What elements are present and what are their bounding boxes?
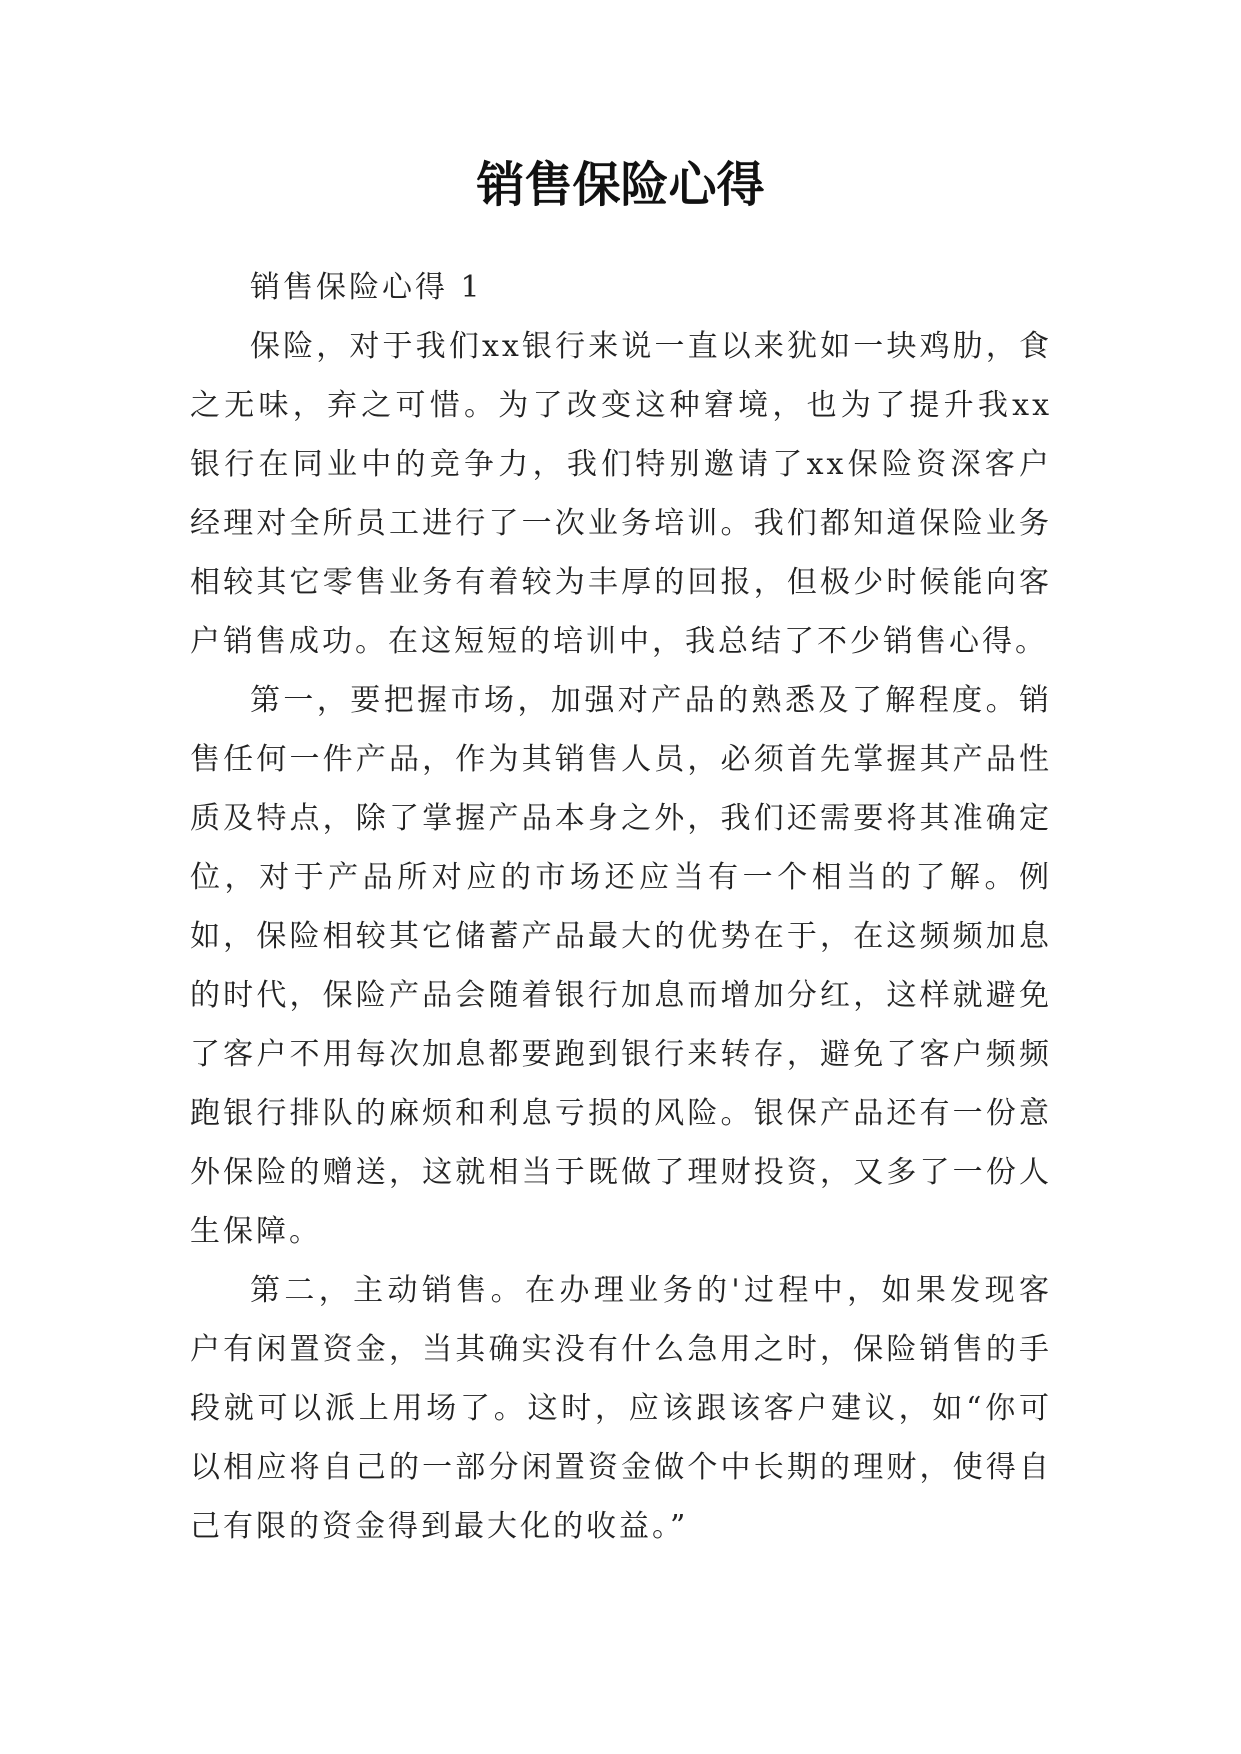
paragraph-point-one: 第一，要把握市场，加强对产品的熟悉及了解程度。销售任何一件产品，作为其销售人员，必须首先掌握其产品性质及特点，除了掌握产品本身之外，我们还需要将其准确定位，对于产品所对应的市场还应当有一个相当的了解。例如，保险相较其它储蓄产品最大的优势在于，在这频频加息的时代，保险产品会随着银行加息而增加分红，这样就避免了客户不用每次加息都要跑到银行来转存，避免了客户频频跑银行排队的麻烦和利息亏损的风险。银保产品还有一份意外保险的赠送，这就相当于既做了理财投资，又多了一份人生保障。 xyxy=(190,683,1052,1249)
document-title: 销售保险心得 xyxy=(476,157,765,213)
paragraph-point-two: 第二，主动销售。在办理业务的'过程中，如果发现客户有闲置资金，当其确实没有什么急用之时，保险销售的手段就可以派上用场了。这时，应该跟该客户建议，如“你可以相应将自己的一部分闲置资金做个中长期的理财，使得自己有限的资金得到最大化的收益。” xyxy=(190,1273,1052,1544)
document-body xyxy=(190,258,1052,1556)
paragraph-intro: 保险，对于我们xx银行来说一直以来犹如一块鸡肋，食之无味，弃之可惜。为了改变这种窘境，也为了提升我xx银行在同业中的竞争力，我们特别邀请了xx保险资深客户经理对全所员工进行了一次业务培训。我们都知道保险业务相较其它零售业务有着较为丰厚的回报，但极少时候能向客户销售成功。在这短短的培训中，我总结了不少销售心得。 xyxy=(190,329,1052,659)
section-heading: 销售保险心得 1 xyxy=(250,270,483,305)
